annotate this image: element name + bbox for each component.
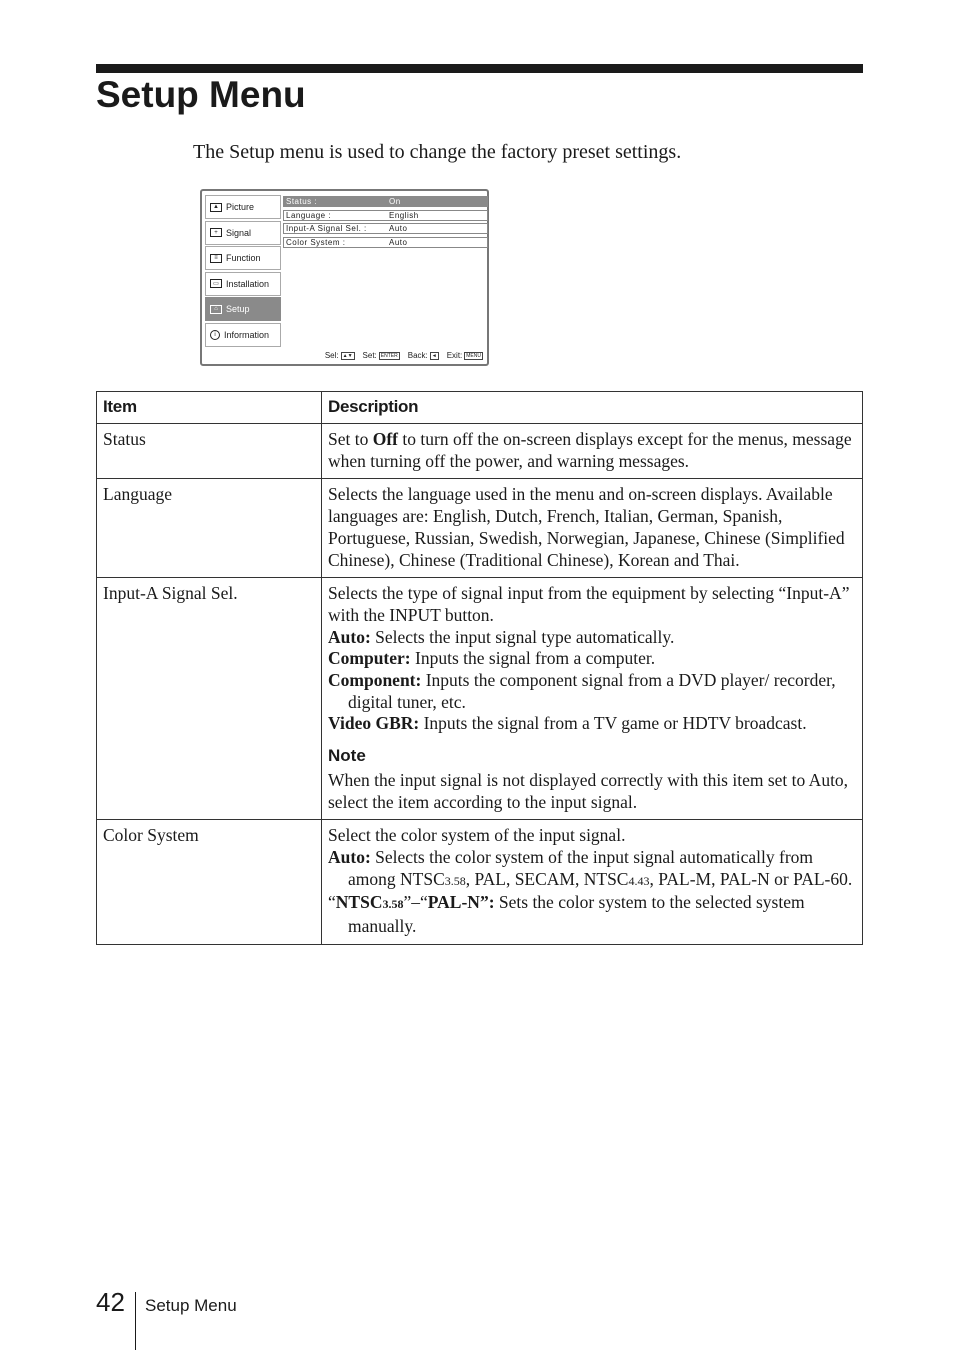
option-text: Selects the color system of the input signal automatically from among NTSC <box>348 846 814 889</box>
sidebar-item-label: Setup <box>226 304 250 314</box>
option-text: Inputs the signal from a computer. <box>410 648 656 669</box>
subscript: 3.58 <box>382 897 404 912</box>
item-cell: Color System <box>97 820 322 945</box>
setting-value: Auto <box>389 237 408 247</box>
option-text: Selects the input signal type automatically. <box>370 626 675 647</box>
quote: “ <box>328 892 336 913</box>
option-manual <box>328 892 856 937</box>
signal-icon: + <box>210 228 222 237</box>
sidebar-item-label: Installation <box>226 278 270 289</box>
setting-label: Color System : <box>286 237 346 247</box>
option-term: Auto: <box>328 626 371 647</box>
desc-text: to turn off the on-screen displays except for the menus, message when turning off the power, and warning messages. <box>328 429 852 471</box>
option-term: Video GBR: <box>328 713 420 734</box>
sidebar-item-picture[interactable] <box>205 195 281 219</box>
sidebar-item-signal[interactable] <box>205 221 281 245</box>
page-title: Setup Menu <box>96 74 306 115</box>
option-term: NTSC <box>335 892 383 913</box>
option-auto <box>328 627 856 649</box>
setting-label: Status : <box>286 197 318 206</box>
sidebar-item-function[interactable] <box>205 246 281 270</box>
menu-key-guide <box>325 351 483 360</box>
item-cell: Input-A Signal Sel. <box>97 578 322 820</box>
setting-row-language[interactable] <box>283 210 488 221</box>
setting-value: On <box>389 197 401 206</box>
exit-label: Exit: <box>446 351 463 360</box>
option-term: Component: <box>328 670 422 691</box>
sidebar-item-installation[interactable] <box>205 272 281 296</box>
installation-icon: ▭ <box>210 279 222 288</box>
table-row-input-a-signal <box>97 578 863 820</box>
enter-key-icon: ENTER <box>380 352 398 359</box>
table-row-color-system <box>97 820 863 945</box>
sidebar-item-label: Picture <box>226 202 255 212</box>
option-term: PAL-N <box>427 892 480 913</box>
setting-row-input-a-signal[interactable] <box>283 223 488 234</box>
sidebar-item-label: Signal <box>226 227 252 238</box>
table-header-row <box>97 392 863 424</box>
sidebar-item-label: Function <box>226 253 261 263</box>
option-term: Auto: <box>328 846 371 867</box>
sidebar-item-setup[interactable] <box>205 297 281 321</box>
desc-bold: Off <box>372 429 399 449</box>
column-header-description: Description <box>322 392 863 424</box>
desc-text: Selects the type of signal input from the equipment by selecting “Input-A” with the INPUT button. <box>328 583 850 625</box>
desc-text: Select the color system of the input signal. <box>328 825 626 846</box>
option-text: , PAL, SECAM, NTSC <box>465 868 629 889</box>
menu-settings-list <box>283 196 488 250</box>
option-auto <box>328 847 856 892</box>
option-video-gbr <box>328 713 856 735</box>
item-cell: Language <box>97 479 322 578</box>
settings-table <box>96 391 863 945</box>
subscript: 4.43 <box>628 873 650 888</box>
setting-row-color-system[interactable] <box>283 237 488 248</box>
setting-value: English <box>389 210 419 220</box>
quote: ”–“ <box>403 892 428 913</box>
description-cell: Selects the language used in the menu and on-screen displays. Available languages are: English, Dutch, French, Italian, German, Spanish, Portuguese, Russian, Swedish, Norwegian, Japanese, Chinese (Simplified Chinese), Chinese (Traditional Chinese), Korean and Thai. <box>322 479 863 578</box>
menu-sidebar <box>205 195 281 348</box>
back-label: Back: <box>407 351 428 360</box>
setting-label: Language : <box>286 210 332 220</box>
quote: ”: <box>479 892 495 913</box>
item-cell: Status <box>97 424 322 479</box>
subscript: 3.58 <box>444 873 466 888</box>
setup-icon: ⌂ <box>210 305 222 314</box>
sel-label: Sel: <box>324 351 339 360</box>
desc-text: Set to <box>328 429 373 449</box>
setting-label: Input-A Signal Sel. : <box>286 224 367 233</box>
function-icon: ≡ <box>210 254 222 263</box>
note-heading: Note <box>328 746 366 766</box>
setting-row-status[interactable] <box>283 196 488 207</box>
column-header-item: Item <box>97 392 322 424</box>
note-text: When the input signal is not displayed correctly with this item set to Auto, select the item according to the input signal. <box>328 769 849 812</box>
description-cell <box>322 424 863 479</box>
table-row-status <box>97 424 863 479</box>
setting-value: Auto <box>389 224 408 233</box>
arrow-keys-icon: ▲▼ <box>342 352 353 359</box>
option-component <box>328 670 856 713</box>
information-icon: i <box>210 330 220 340</box>
picture-icon: ▲ <box>210 203 222 212</box>
option-term: Computer: <box>328 648 411 669</box>
set-label: Set: <box>362 351 377 360</box>
option-computer <box>328 648 856 670</box>
page-number: 42 <box>96 1287 125 1317</box>
menu-key-icon: MENU <box>466 352 481 359</box>
option-text: Inputs the component signal from a DVD player/ recorder, digital tuner, etc. <box>348 670 836 712</box>
option-text: , PAL-M, PAL-N or PAL-60. <box>649 868 853 889</box>
table-row-language <box>97 479 863 578</box>
option-text: Sets the color system to the selected system manually. <box>348 892 805 937</box>
footer-divider <box>135 1292 136 1350</box>
sidebar-item-information[interactable] <box>205 323 281 347</box>
back-key-icon: ◄ <box>431 352 437 359</box>
option-text: Inputs the signal from a TV game or HDTV broadcast. <box>419 713 807 734</box>
description-cell <box>322 820 863 945</box>
description-cell <box>322 578 863 820</box>
setup-menu-screen <box>200 189 489 366</box>
footer-section-label: Setup Menu <box>145 1296 237 1315</box>
intro-text: The Setup menu is used to change the factory preset settings. <box>193 141 682 163</box>
sidebar-item-label: Information <box>224 329 270 340</box>
